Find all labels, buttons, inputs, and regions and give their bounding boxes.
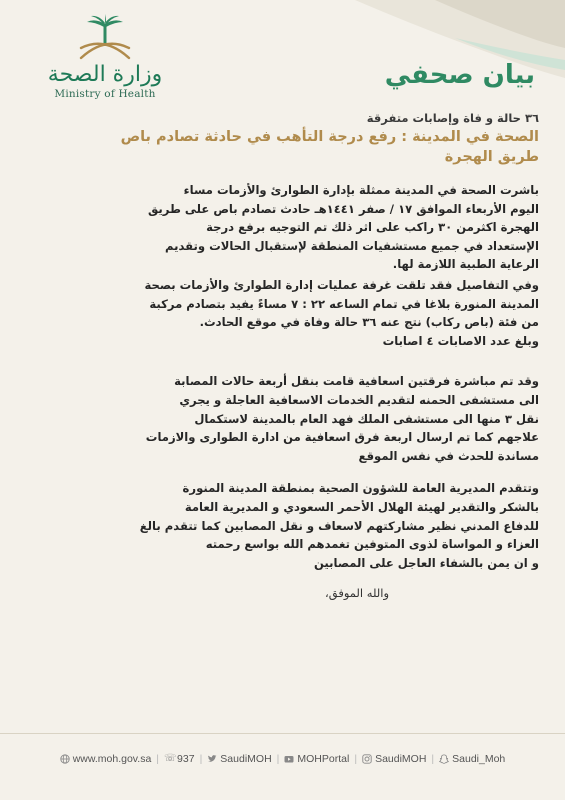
text-line: الإستعداد في جميع مستشفيات المنطقة لإستقبال الحالات وتقديم	[165, 238, 539, 253]
text-line: الرعاية الطبية اللازمة لها.	[392, 257, 539, 272]
footer-divider: |	[156, 753, 160, 765]
phone-icon: ☏	[164, 753, 177, 764]
footer-divider: |	[276, 753, 280, 765]
footer-divider: |	[431, 753, 435, 765]
paragraph-4	[26, 479, 539, 572]
youtube-icon	[284, 754, 294, 764]
footer-youtube-link[interactable]	[280, 753, 353, 765]
text-line: للدفاع المدني نظير مشاركتهم لاسعاف و نقل المصابين كما تتقدم بالغ	[139, 518, 539, 533]
text-line: وفي التفاصيل فقد تلقت غرفة عمليات إدارة الطوارئ والأزمات بصحة	[144, 277, 539, 292]
text-line: علاجهم كما تم ارسال اربعة فرق اسعافية من ادارة الطوارى والازمات	[145, 430, 539, 445]
text-line: الهجرة اكثرمن ٣٠ راكب على اثر ذلك تم التوجيه برفع درجة	[206, 220, 539, 235]
website-text: www.moh.gov.sa	[72, 753, 152, 765]
text-line: العزاء و المواساة لذوى المتوفين تغمدهم الله بواسع رحمته	[205, 537, 539, 552]
decorative-swoosh	[235, 0, 565, 110]
text-line: وقد تم مباشرة فرقتين اسعافية قامت بنقل أربعة حالات المصابة	[174, 374, 539, 389]
palm-swords-emblem-icon	[73, 14, 137, 66]
footer-contact-bar	[0, 733, 565, 774]
page-title: بيان صحفي	[384, 60, 535, 90]
instagram-icon	[362, 754, 372, 764]
youtube-text: MOHPortal	[297, 753, 350, 765]
footer-snapchat-link[interactable]	[435, 753, 509, 765]
footer-phone-link[interactable]	[160, 753, 199, 765]
logo-arabic-text: وزارة الصحة	[47, 62, 163, 87]
text-line: وبلغ عدد الاصابات ٤ اصابات	[382, 333, 539, 348]
text-line: نقل ٣ منها الى مستشفى الملك فهد العام بالمدينة لاستكمال	[194, 411, 539, 426]
headline-line: الصحة في المدينة : رفع درجة التأهب في حادثة تصادم باص	[120, 129, 539, 145]
paragraph-2	[26, 276, 539, 350]
twitter-icon	[207, 754, 217, 764]
snapchat-icon	[439, 754, 449, 764]
article-subheading: ٣٦ حالة و فاة وإصابات متفرقة	[366, 111, 539, 125]
paragraph-3	[26, 372, 539, 465]
footer-instagram-link[interactable]	[358, 753, 430, 765]
text-line: مساندة للحدث في نفس الموقع	[358, 448, 539, 463]
footer-website-link[interactable]	[56, 753, 156, 765]
text-line: الى مستشفى الحمنه لتقديم الخدمات الاسعافية العاجلة و يجري	[179, 392, 539, 407]
text-line: اليوم الأربعاء الموافق ١٧ / صفر ١٤٤١هـ حادث تصادم باص على طريق	[147, 201, 539, 216]
article-headline	[26, 127, 539, 167]
text-line: وتتقدم المديرية العامة للشؤون الصحية بمنطقة المدينة المنورة	[182, 481, 539, 496]
moh-logo	[30, 14, 180, 114]
paragraph-1	[26, 181, 539, 274]
footer-divider: |	[354, 753, 358, 765]
text-line: باشرت الصحة في المدينة ممثلة بإدارة الطوارئ والأزمات مساء	[183, 183, 539, 197]
headline-line: طريق الهجرة	[444, 149, 539, 165]
closing-line: والله الموفق،	[325, 586, 389, 601]
text-line: المدينة المنورة بلاغا في تمام الساعه ٢٢ : ٧ مساءً يفيد بتصادم مركبة	[149, 296, 539, 311]
snapchat-text: Saudi_Moh	[452, 753, 506, 765]
twitter-text: SaudiMOH	[220, 753, 272, 765]
text-line: و ان يمن بالشفاء العاجل على المصابين	[313, 555, 539, 570]
article-body	[26, 110, 539, 600]
footer-divider: |	[199, 753, 203, 765]
footer-twitter-link[interactable]	[203, 753, 275, 765]
text-line: من فئة (باص ركاب) نتج عنه ٣٦ حالة وفاة في موقع الحادث.	[199, 315, 539, 330]
phone-text: 937	[177, 753, 195, 765]
globe-icon	[60, 754, 70, 764]
text-line: بالشكر والتقدير لهيئة الهلال الأحمر السعودي و المديرية العامة	[184, 499, 539, 514]
logo-english-text: Ministry of Health	[54, 88, 156, 100]
instagram-text: SaudiMOH	[375, 753, 427, 765]
